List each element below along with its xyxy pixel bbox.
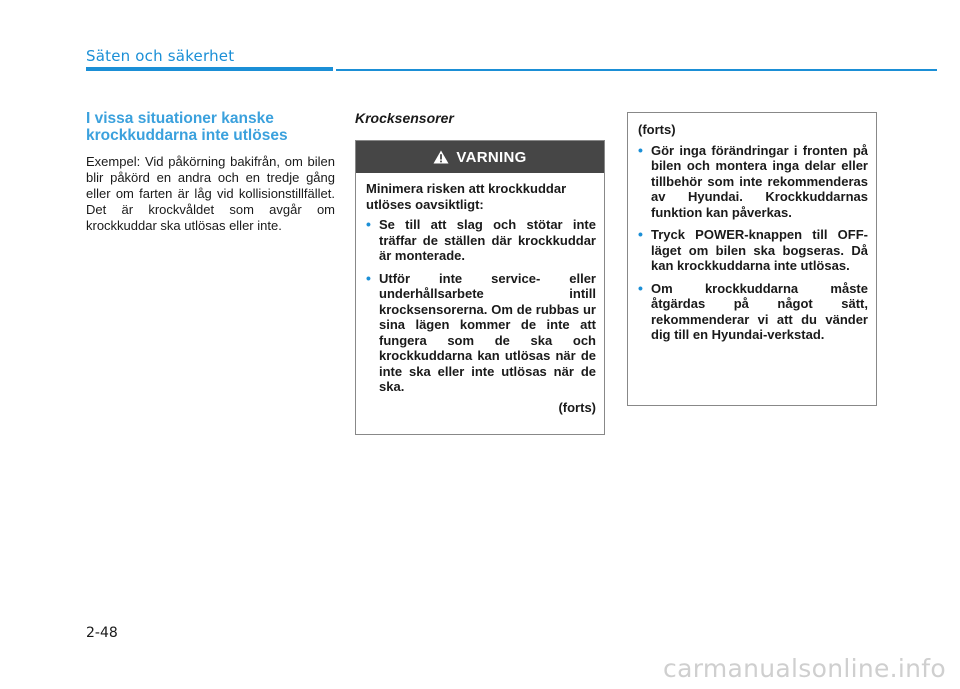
- bullet-dot-icon: •: [366, 269, 371, 286]
- warning-box: [355, 140, 605, 435]
- warning-bullet-list: [366, 217, 596, 395]
- bullet-dot-icon: •: [638, 141, 643, 158]
- warning-box-continued: [627, 112, 877, 406]
- page-number: 2-48: [86, 625, 118, 641]
- list-item: • Utför inte service- eller underhållsarbete intill krocksensorerna. Om de rubbas ur sina lägen kommer de inte att fungera som de ska och krockkuddarna kan utlösas när de inte ska eller inte utlösas när de ska.: [366, 269, 596, 394]
- bullet-dot-icon: •: [638, 279, 643, 296]
- continued-bullet-list: [638, 143, 868, 343]
- header-rule-thick: [86, 67, 333, 71]
- column-1: [86, 110, 335, 234]
- warning-label: VARNING: [456, 148, 527, 166]
- section-title: Säten och säkerhet: [86, 47, 235, 65]
- bullet-dot-icon: •: [366, 216, 371, 232]
- bullet-dot-icon: •: [638, 226, 643, 242]
- warning-body: [356, 173, 604, 415]
- list-item: • Gör inga förändringar i fronten på bilen och montera inga delar eller tillbehör som inte rekommenderas av Hyundai. Krockkuddarnas funktion kan påverkas.: [638, 141, 868, 220]
- list-item: • Tryck POWER-knappen till OFF-läget om bilen ska bogseras. Då kan krockkuddarna inte utlösas.: [638, 226, 868, 273]
- warning-header: [356, 141, 604, 173]
- list-item: • Om krockkuddarna måste åtgärdas på något sätt, rekommenderar vi att du vänder dig till en Hyundai-verkstad.: [638, 279, 868, 342]
- warning-intro: Minimera risken att krockkuddar utlöses oavsiktligt:: [366, 181, 567, 212]
- list-item: • Se till att slag och stötar inte träffar de ställen där krockkuddar är monterade.: [366, 216, 596, 263]
- warning-triangle-icon: [433, 150, 449, 164]
- subsection-heading: Krocksensorer: [355, 110, 454, 126]
- continued-label: (forts): [638, 122, 676, 137]
- section-heading: I vissa situationer kanske krockkuddarna inte utlöses: [86, 110, 288, 144]
- watermark: carmanualsonline.info: [663, 654, 946, 683]
- header-rule-thin: [336, 69, 937, 71]
- body-paragraph: Exempel: Vid påkörning bakifrån, om bilen blir påkörd en andra och en tredje gång eller om farten är låg vid kollisionstillfället. Det är krockvåldet som avgår om krockkuddar ska utlösas eller inte.: [86, 154, 335, 233]
- warning-continued-body: [628, 113, 876, 343]
- continued-label: (forts): [558, 399, 596, 415]
